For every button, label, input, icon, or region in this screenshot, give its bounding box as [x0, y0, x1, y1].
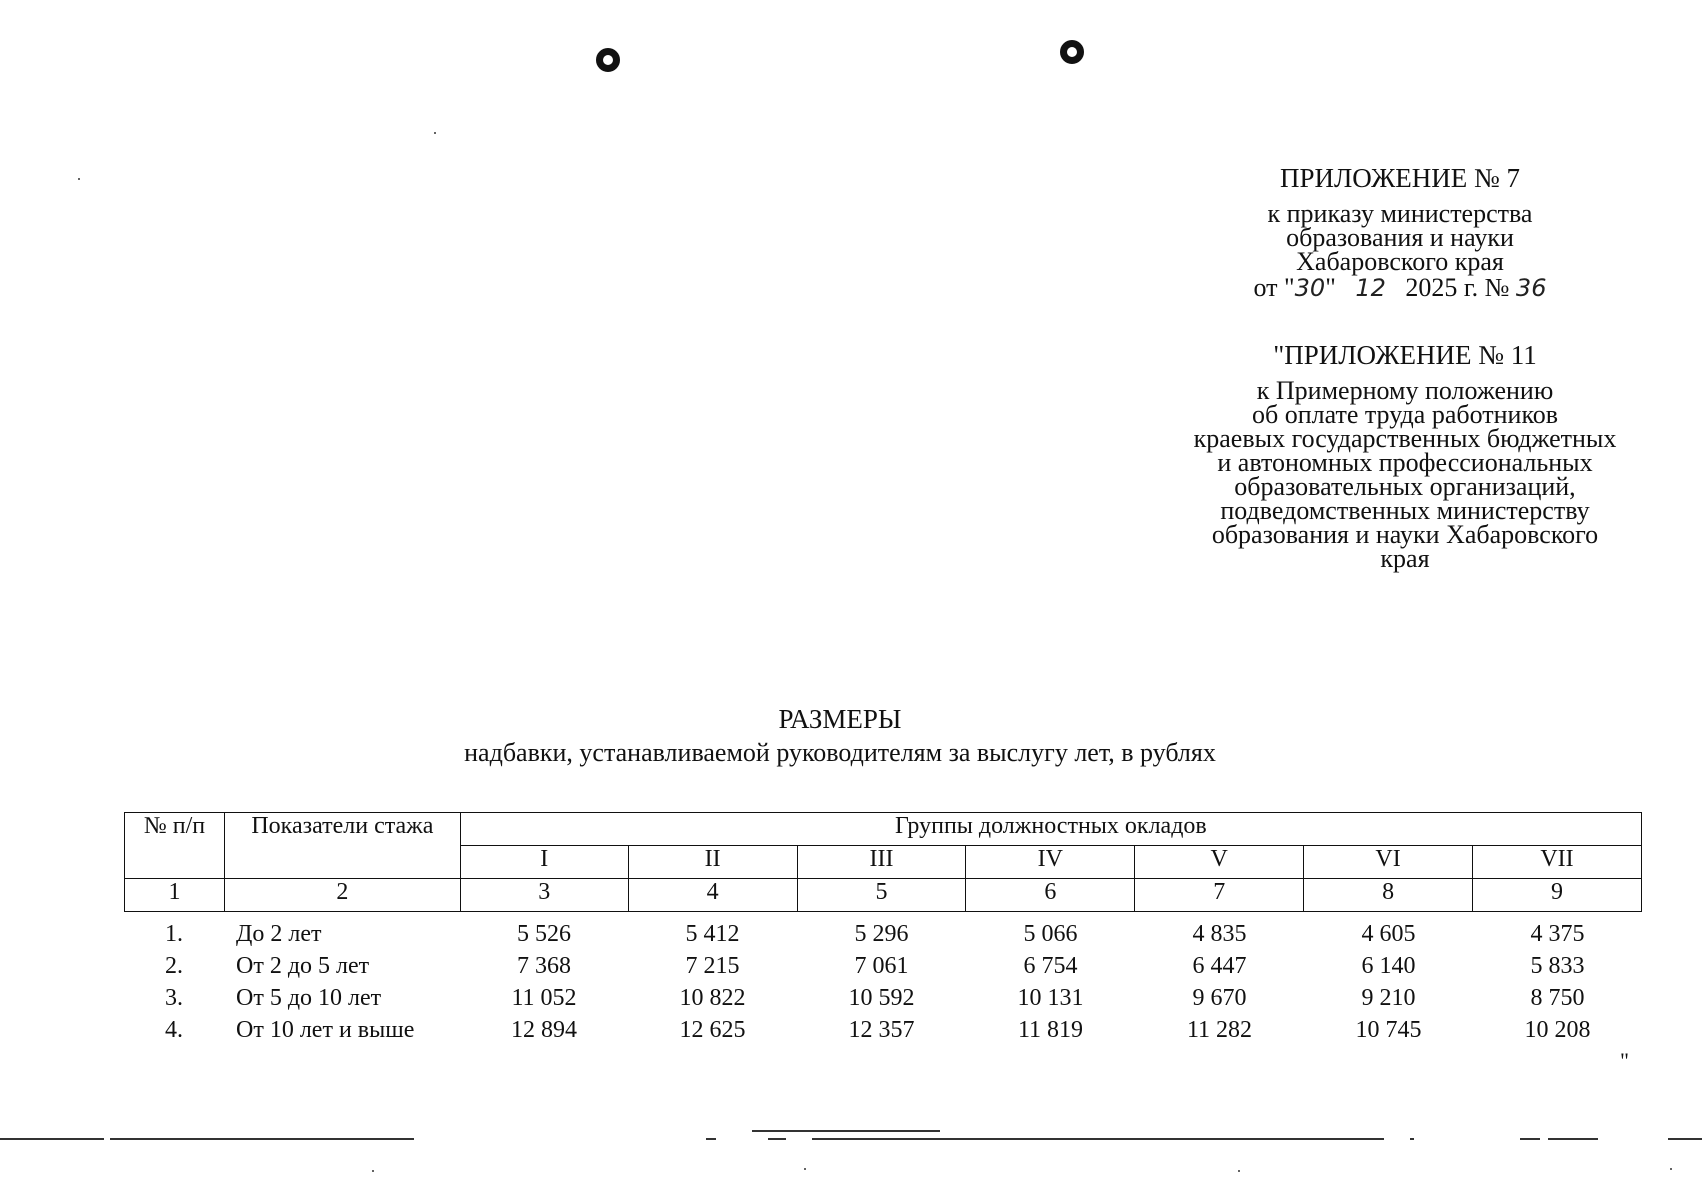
table-cell: 6 140: [1361, 952, 1416, 979]
table-cell: 7 061: [854, 952, 909, 979]
group-header: I: [460, 846, 628, 879]
group-header: VII: [1473, 846, 1642, 879]
table-cell: 9 210: [1361, 984, 1416, 1011]
table-body: [124, 918, 1642, 1046]
table-cell: 4 605: [1361, 920, 1416, 947]
table-cell: 10 745: [1355, 1016, 1422, 1043]
table-cell: 10 131: [1017, 984, 1084, 1011]
table-cell: 5 526: [517, 920, 571, 947]
table-cell: 12 625: [679, 1016, 746, 1043]
table-cell: 7 215: [685, 952, 740, 979]
column-header-number: № п/п: [125, 813, 225, 879]
attachment-11-line: образовательных организаций,: [1234, 472, 1576, 501]
attachment-11-line: образования и науки Хабаровского: [1211, 520, 1599, 549]
table-cell: 7 368: [517, 952, 571, 979]
order-day-handwritten: 30: [1294, 274, 1326, 302]
attachment-11-line: об оплате труда работников: [1251, 400, 1559, 429]
table-cell: 6 447: [1192, 952, 1247, 979]
table-cell: 4 835: [1192, 920, 1247, 947]
scan-artifact-line: [110, 1138, 414, 1140]
scan-artifact-line: [1520, 1138, 1540, 1140]
attachment-11-line: края: [1380, 544, 1430, 573]
scan-artifact-line: [0, 1138, 104, 1140]
attachment-7-line: к приказу министерства: [1267, 199, 1533, 228]
column-number: 6: [966, 879, 1135, 912]
scan-artifact-line: [752, 1130, 940, 1132]
column-number: 2: [224, 879, 460, 912]
table-cell: 10 592: [848, 984, 915, 1011]
order-date-line: [1200, 273, 1600, 302]
scan-artifact-line: [812, 1138, 1384, 1140]
group-header: VI: [1304, 846, 1473, 879]
punch-hole-right-icon: [1060, 40, 1084, 64]
table-cell: 8 750: [1530, 984, 1585, 1011]
table-cell: 10 822: [679, 984, 746, 1011]
row-number: 1.: [165, 920, 183, 947]
table-row: [124, 982, 1642, 1014]
table-header: [124, 812, 1642, 912]
attachment-7-heading: ПРИЛОЖЕНИЕ № 7: [1279, 163, 1521, 193]
table-cell: 11 052: [511, 984, 577, 1011]
scan-artifact-line: [1668, 1138, 1702, 1140]
row-number: 3.: [165, 984, 183, 1011]
table-cell: 4 375: [1530, 920, 1585, 947]
closing-quote: ": [1620, 1048, 1629, 1073]
scan-speck: [372, 1170, 374, 1172]
table-cell: 5 833: [1530, 952, 1585, 979]
scan-artifact-line: [768, 1138, 786, 1140]
scan-artifact-line: [1548, 1138, 1598, 1140]
table-row: [124, 918, 1642, 950]
table-row: [124, 1014, 1642, 1046]
column-header-groups: Группы должностных окладов: [460, 813, 1641, 846]
table-row: [124, 950, 1642, 982]
attachment-11-line: краевых государственных бюджетных: [1193, 424, 1617, 453]
attachment-11-line: подведомственных министерству: [1220, 496, 1590, 525]
punch-hole-left-icon: [596, 48, 620, 72]
table-cell: 5 066: [1023, 920, 1078, 947]
document-title-block: [300, 702, 1380, 770]
scan-speck: [434, 132, 436, 134]
column-number: 7: [1135, 879, 1304, 912]
row-number: 2.: [165, 952, 183, 979]
attachment-7-line: образования и науки: [1286, 223, 1514, 252]
row-label: От 10 лет и выше: [236, 1016, 415, 1043]
row-label: От 5 до 10 лет: [236, 984, 382, 1011]
scan-artifact-line: [706, 1138, 716, 1140]
order-prefix: от ": [1253, 273, 1295, 302]
document-subtitle: надбавки, устанавливаемой руководителям за выслугу лет, в рублях: [464, 738, 1216, 767]
order-number-handwritten: 36: [1515, 274, 1547, 302]
scan-speck: [78, 178, 80, 180]
scan-artifact-line: [1410, 1138, 1414, 1140]
table-cell: 12 357: [848, 1016, 915, 1043]
table-cell: 5 412: [685, 920, 740, 947]
column-number: 4: [628, 879, 797, 912]
group-header: IV: [966, 846, 1135, 879]
column-header-indicator: Показатели стажа: [224, 813, 460, 879]
order-quote: ": [1325, 273, 1336, 302]
row-number: 4.: [165, 1016, 183, 1043]
scan-speck: [804, 1168, 806, 1170]
row-label: До 2 лет: [236, 920, 322, 947]
column-number: 5: [797, 879, 966, 912]
table-cell: 11 282: [1186, 1016, 1253, 1043]
table-cell: 12 894: [511, 1016, 577, 1043]
group-header: II: [628, 846, 797, 879]
table-cell: 9 670: [1192, 984, 1247, 1011]
attachment-11-line: к Примерному положению: [1256, 376, 1554, 405]
attachment-7-block: [1200, 163, 1600, 302]
attachment-7-line: Хабаровского края: [1296, 247, 1504, 276]
row-label: От 2 до 5 лет: [236, 952, 370, 979]
column-number: 9: [1473, 879, 1642, 912]
order-year: 2025 г. №: [1405, 273, 1510, 302]
attachment-11-block: [1160, 340, 1650, 573]
column-number: 1: [125, 879, 225, 912]
table-cell: 6 754: [1023, 952, 1078, 979]
document-title: РАЗМЕРЫ: [778, 704, 902, 734]
column-number: 3: [460, 879, 628, 912]
order-month-handwritten: 12: [1355, 274, 1386, 302]
column-number: 8: [1304, 879, 1473, 912]
scan-speck: [1670, 1168, 1672, 1170]
scan-speck: [1238, 1170, 1240, 1172]
group-header: III: [797, 846, 966, 879]
group-header: V: [1135, 846, 1304, 879]
table-cell: 10 208: [1524, 1016, 1591, 1043]
table-cell: 5 296: [854, 920, 909, 947]
attachment-11-line: и автономных профессиональных: [1217, 448, 1593, 477]
table-cell: 11 819: [1017, 1016, 1084, 1043]
attachment-11-heading: "ПРИЛОЖЕНИЕ № 11: [1273, 340, 1537, 370]
